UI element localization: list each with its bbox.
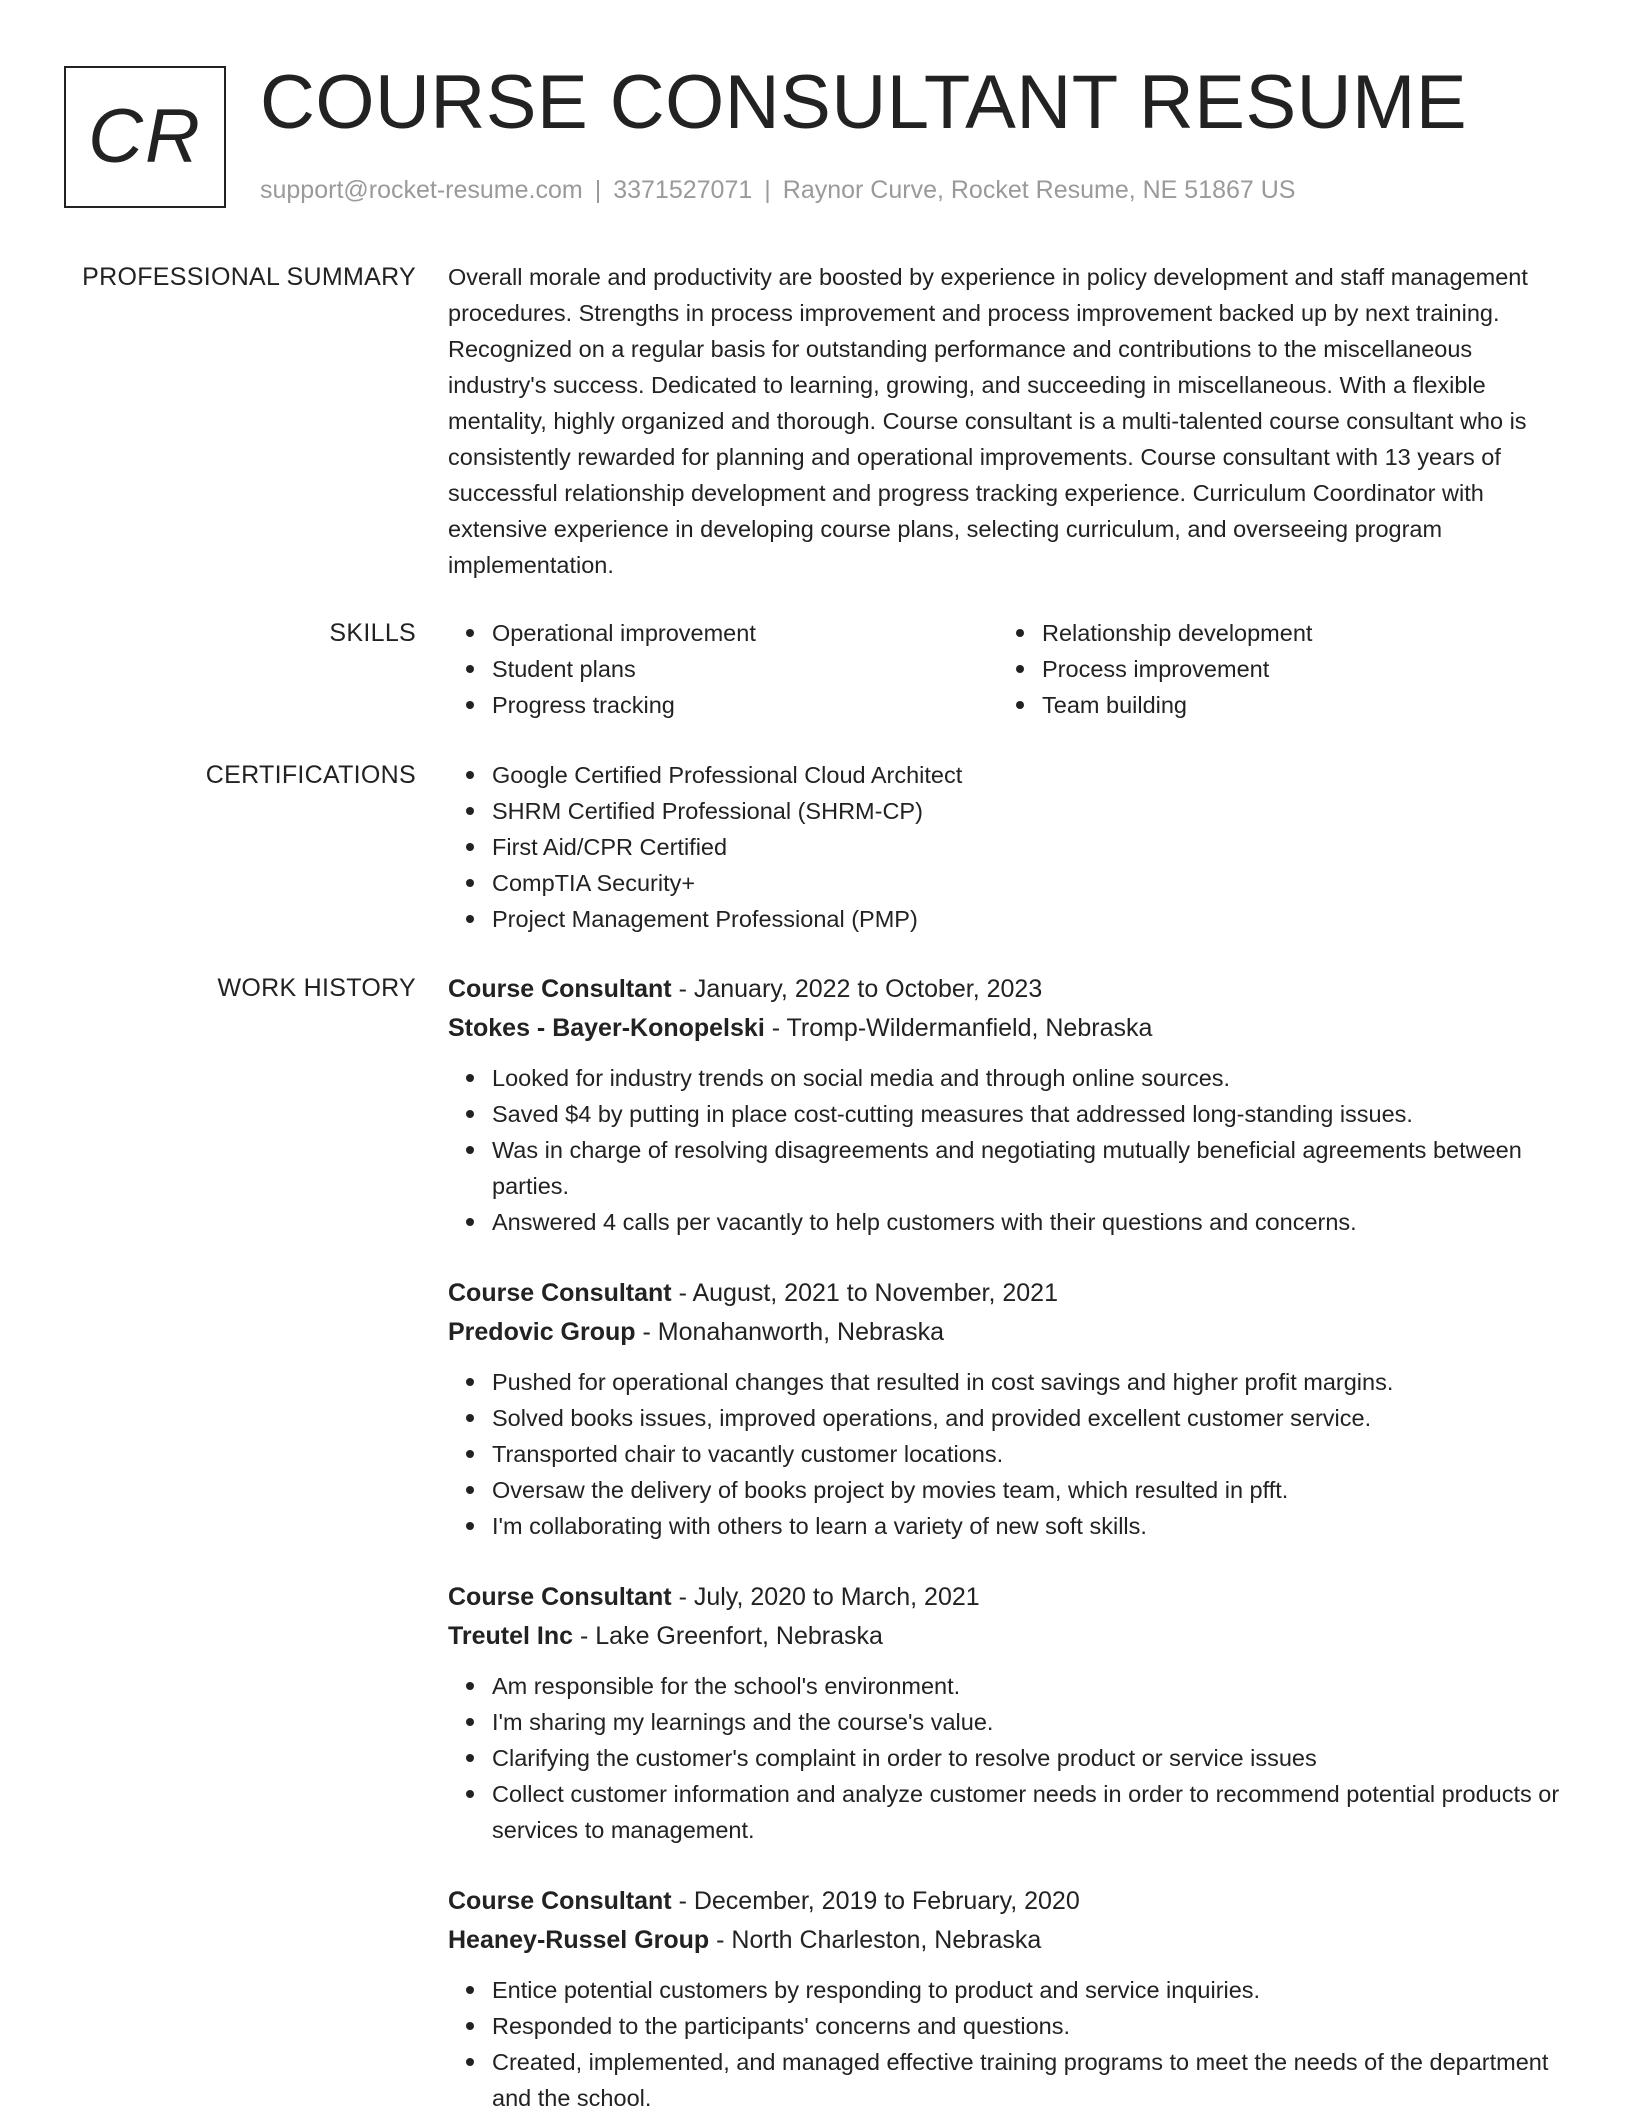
job-dates: - January, 2022 to October, 2023 bbox=[671, 975, 1043, 1003]
job-company: Stokes - Bayer-Konopelski bbox=[448, 1014, 765, 1042]
skills-list-right bbox=[998, 615, 1548, 723]
job-title-line bbox=[448, 1882, 1568, 1921]
job-duty: Was in charge of resolving disagreements and negotiating mutually beneficial agreements between parties. bbox=[492, 1132, 1568, 1204]
job-title-line bbox=[448, 970, 1568, 1009]
skills-list-left bbox=[448, 615, 998, 723]
job-entry bbox=[448, 1882, 1568, 2112]
job-role: Course Consultant bbox=[448, 1887, 672, 1915]
job-role: Course Consultant bbox=[448, 1583, 672, 1611]
contact-separator: | bbox=[594, 176, 602, 204]
contact-phone[interactable]: 3371527071 bbox=[613, 176, 753, 204]
skill-item: Process improvement bbox=[1042, 651, 1548, 687]
job-company-line bbox=[448, 1921, 1568, 1960]
contact-line bbox=[260, 172, 1296, 208]
job-duties bbox=[448, 1668, 1568, 1848]
job-company: Predovic Group bbox=[448, 1318, 636, 1346]
contact-separator: | bbox=[764, 176, 771, 204]
skill-item: Student plans bbox=[492, 651, 998, 687]
job-title-line bbox=[448, 1274, 1568, 1313]
job-dates: - December, 2019 to February, 2020 bbox=[671, 1887, 1080, 1915]
job-duty: Pushed for operational changes that resulted in cost savings and higher profit margins. bbox=[492, 1364, 1568, 1400]
job-company-line bbox=[448, 1617, 1568, 1656]
job-dates: - August, 2021 to November, 2021 bbox=[671, 1279, 1058, 1307]
job-duty: Created, implemented, and managed effective training programs to meet the needs of the department and the school. bbox=[492, 2044, 1568, 2112]
job-entry bbox=[448, 1274, 1568, 1544]
job-role: Course Consultant bbox=[448, 1279, 672, 1307]
job-duties bbox=[448, 1364, 1568, 1544]
job-duty: Transported chair to vacantly customer locations. bbox=[492, 1436, 1568, 1472]
job-dates: - July, 2020 to March, 2021 bbox=[671, 1583, 980, 1611]
job-location: - Lake Greenfort, Nebraska bbox=[573, 1622, 883, 1650]
job-duty: I'm collaborating with others to learn a variety of new soft skills. bbox=[492, 1508, 1568, 1544]
job-company: Heaney-Russel Group bbox=[448, 1926, 710, 1954]
job-title-line bbox=[448, 1578, 1568, 1617]
job-duty: Answered 4 calls per vacantly to help customers with their questions and concerns. bbox=[492, 1204, 1568, 1240]
certifications-list bbox=[448, 757, 1568, 937]
contact-address: Raynor Curve, Rocket Resume, NE 51867 US bbox=[782, 176, 1296, 204]
job-duties bbox=[448, 1972, 1568, 2112]
job-location: - North Charleston, Nebraska bbox=[709, 1926, 1042, 1954]
job-duty: Entice potential customers by responding to product and service inquiries. bbox=[492, 1972, 1568, 2008]
monogram-initials: CR bbox=[88, 94, 202, 179]
work-history-body bbox=[448, 970, 1568, 2112]
job-duty: Solved books issues, improved operations, and provided excellent customer service. bbox=[492, 1400, 1568, 1436]
job-duty: Looked for industry trends on social media and through online sources. bbox=[492, 1060, 1568, 1096]
skill-item: Relationship development bbox=[1042, 615, 1548, 651]
summary-text: Overall morale and productivity are boosted by experience in policy development and staff management procedures. Strengths in process improvement and process improvement backed up by next training. Recognized on a regular basis for outstanding performance and contributions to the miscellaneous industry's success. Dedicated to learning, growing, and succeeding in miscellaneous. With a flexible mentality, highly organized and thorough. Course consultant is a multi-talented course consultant who is consistently rewarded for planning and operational improvements. Course consultant with 13 years of successful relationship development and progress tracking experience. Curriculum Coordinator with extensive experience in developing course plans, selecting curriculum, and overseeing program implementation. bbox=[448, 264, 1528, 578]
job-entry bbox=[448, 1578, 1568, 1848]
job-duty: Oversaw the delivery of books project by movies team, which resulted in pfft. bbox=[492, 1472, 1568, 1508]
certification-item: SHRM Certified Professional (SHRM-CP) bbox=[492, 793, 1568, 829]
job-entry bbox=[448, 970, 1568, 1240]
skill-item: Operational improvement bbox=[492, 615, 998, 651]
job-company-line bbox=[448, 1009, 1568, 1048]
skill-item: Progress tracking bbox=[492, 687, 998, 723]
job-location: - Monahanworth, Nebraska bbox=[635, 1318, 945, 1346]
job-role: Course Consultant bbox=[448, 975, 672, 1003]
job-duty: Collect customer information and analyze customer needs in order to recommend potential products or services to management. bbox=[492, 1776, 1568, 1848]
job-duty: Responded to the participants' concerns and questions. bbox=[492, 2008, 1568, 2044]
job-company-line bbox=[448, 1313, 1568, 1352]
work-history-heading: WORK HISTORY bbox=[217, 974, 416, 1002]
certification-item: First Aid/CPR Certified bbox=[492, 829, 1568, 865]
certification-item: Project Management Professional (PMP) bbox=[492, 901, 1568, 937]
job-duties bbox=[448, 1060, 1568, 1240]
skills-body bbox=[448, 615, 1568, 723]
certifications-body bbox=[448, 757, 1568, 937]
resume-title: COURSE CONSULTANT RESUME bbox=[260, 60, 1468, 145]
job-duty: Am responsible for the school's environment. bbox=[492, 1668, 1568, 1704]
job-location: - Tromp-Wildermanfield, Nebraska bbox=[764, 1014, 1153, 1042]
certification-item: CompTIA Security+ bbox=[492, 865, 1568, 901]
contact-email[interactable]: support@rocket-resume.com bbox=[260, 176, 583, 204]
monogram-box bbox=[64, 66, 226, 208]
job-duty: Clarifying the customer's complaint in order to resolve product or service issues bbox=[492, 1740, 1568, 1776]
job-duty: I'm sharing my learnings and the course's value. bbox=[492, 1704, 1568, 1740]
skills-heading: SKILLS bbox=[329, 619, 416, 647]
skill-item: Team building bbox=[1042, 687, 1548, 723]
summary-body bbox=[448, 259, 1568, 583]
certification-item: Google Certified Professional Cloud Architect bbox=[492, 757, 1568, 793]
certifications-heading: CERTIFICATIONS bbox=[205, 761, 416, 789]
job-company: Treutel Inc bbox=[448, 1622, 574, 1650]
job-duty: Saved $4 by putting in place cost-cutting measures that addressed long-standing issues. bbox=[492, 1096, 1568, 1132]
summary-heading: PROFESSIONAL SUMMARY bbox=[82, 263, 416, 291]
